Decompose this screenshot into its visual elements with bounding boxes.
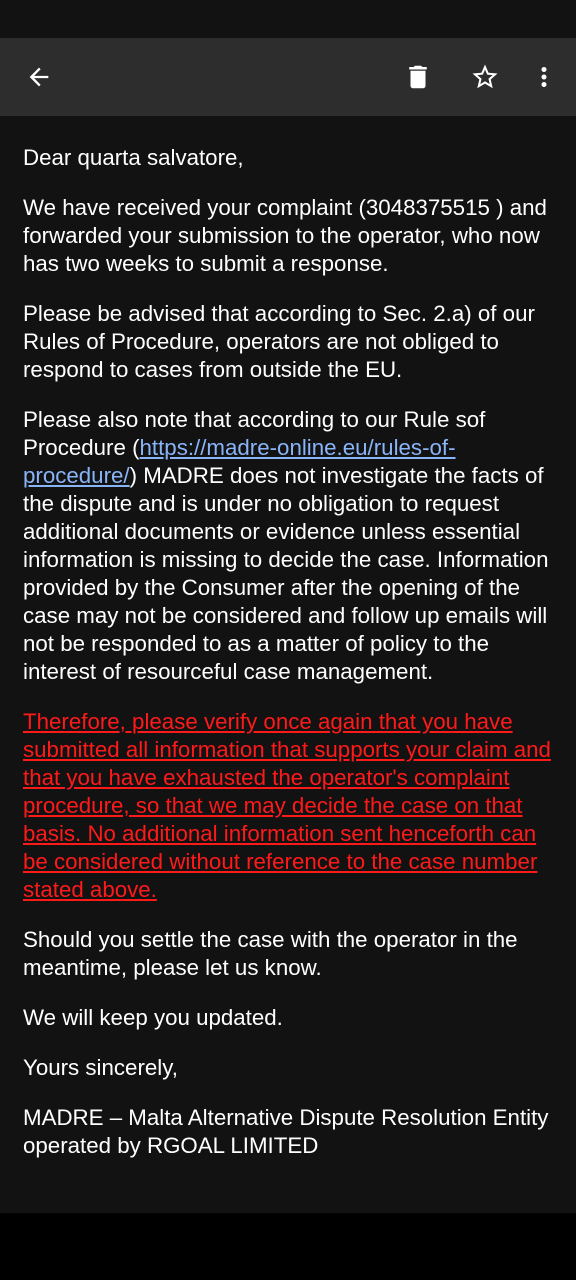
- email-text: [23, 144, 558, 1160]
- more-vertical-icon: [529, 62, 559, 92]
- status-bar: [0, 0, 576, 38]
- signature-line-entity: MADRE – Malta Alternative Dispute Resolution Entity: [23, 1105, 549, 1130]
- sign-off: Yours sincerely,: [23, 1055, 178, 1080]
- navigation-bar: [0, 1213, 576, 1280]
- paragraph-rules-note-end: ) MADRE does not investigate the facts of the dispute and is under no obligation to request additional documents or evidence unless essential information is missing to decide the case. Information provided by the Consumer after the opening of the case may not be considered and follow up emails will not be responded to as a matter of policy to the interest of resourceful case management.: [23, 463, 549, 684]
- paragraph-rules-note-start: Please also note that according to our Rule sof Procedure (: [23, 407, 486, 460]
- arrow-left-icon: [25, 63, 53, 91]
- paragraph-updated: We will keep you updated.: [23, 1005, 283, 1030]
- email-body[interactable]: [0, 116, 576, 1213]
- signature-line-operator: operated by RGOAL LIMITED: [23, 1133, 319, 1158]
- more-options-button[interactable]: [522, 55, 566, 99]
- paragraph-rules-advised: Please be advised that according to Sec. 2.a) of our Rules of Procedure, operators are not obliged to respond to cases from outside the EU.: [23, 301, 535, 382]
- paragraph-settle: Should you settle the case with the operator in the meantime, please let us know.: [23, 927, 518, 980]
- trash-icon: [403, 62, 433, 92]
- paragraph-complaint-received: We have received your complaint (3048375515 ) and forwarded your submission to the operator, who now has two weeks to submit a response.: [23, 195, 547, 276]
- greeting: Dear quarta salvatore,: [23, 145, 244, 170]
- rules-of-procedure-link[interactable]: https://madre-online.eu/rules-of-procedure/: [23, 435, 456, 488]
- app-bar: [0, 38, 576, 116]
- paragraph-warning: Therefore, please verify once again that you have submitted all information that supports your claim and that you have exhausted the operator's complaint procedure, so that we may decide the case on that basis. No additional information sent henceforth can be considered without reference to the case number stated above.: [23, 709, 551, 902]
- paragraph-rules-note: [23, 406, 558, 686]
- star-outline-icon: [470, 62, 500, 92]
- delete-button[interactable]: [396, 55, 440, 99]
- signature: [23, 1104, 558, 1160]
- back-button[interactable]: [17, 55, 61, 99]
- star-button[interactable]: [463, 55, 507, 99]
